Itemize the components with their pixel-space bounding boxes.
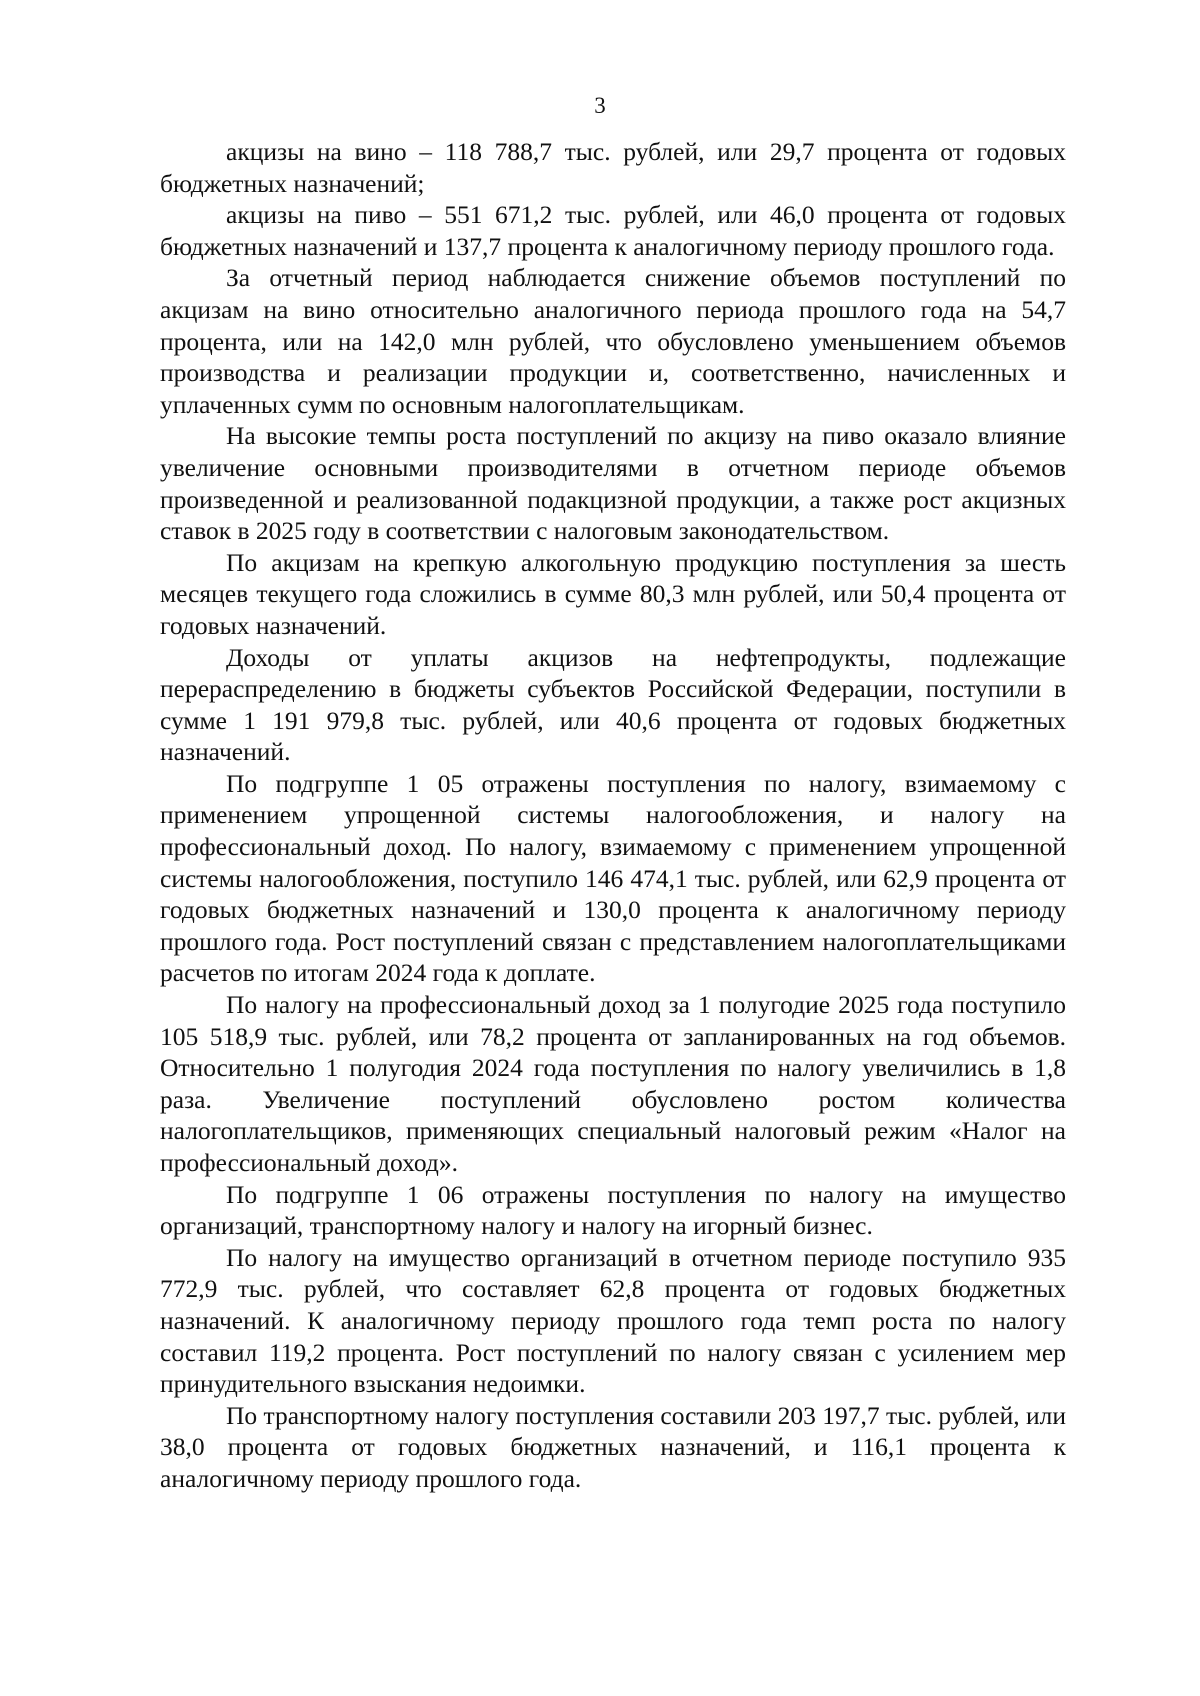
paragraph-beer-growth: На высокие темпы роста поступлений по акцизу на пиво оказало влияние увеличение основными производителями в отчетном периоде объемов произведенной и реализованной подакцизной продукции, а также рост акцизных ставок в 2025 году в соответствии с налоговым законодательством. [160,421,1066,546]
document-body [160,136,1066,1495]
paragraph-subgroup-105: По подгруппе 1 05 отражены поступления по налогу, взимаемому с применением упрощенной системы налогообложения, и налогу на профессиональный доход. По налогу, взимаемому с применением упрощенной системы налогообложения, поступило 146 474,1 тыс. рублей, или 62,9 процента от годовых бюджетных назначений и 130,0 процента к аналогичному периоду прошлого года. Рост поступлений связан с представлением налогоплательщиками расчетов по итогам 2024 года к доплате. [160,768,1066,988]
paragraph-strong-alcohol: По акцизам на крепкую алкогольную продукцию поступления за шесть месяцев текущего года сложились в сумме 80,3 млн рублей, или 50,4 процента от годовых назначений. [160,547,1066,640]
paragraph-beer-excise: акцизы на пиво – 551 671,2 тыс. рублей, или 46,0 процента от годовых бюджетных назначений и 137,7 процента к аналогичному периоду прошлого года. [160,200,1066,261]
paragraph-oil-products: Доходы от уплаты акцизов на нефтепродукты, подлежащие перераспределению в бюджеты субъектов Российской Федерации, поступили в сумме 1 191 979,8 тыс. рублей, или 40,6 процента от годовых бюджетных назначений. [160,642,1066,767]
paragraph-property-tax: По налогу на имущество организаций в отчетном периоде поступило 935 772,9 тыс. рублей, что составляет 62,8 процента от годовых бюджетных назначений. К аналогичному периоду прошлого года темп роста по налогу составил 119,2 процента. Рост поступлений по налогу связан с усилением мер принудительного взыскания недоимки. [160,1242,1066,1399]
paragraph-wine-excise: акцизы на вино – 118 788,7 тыс. рублей, или 29,7 процента от годовых бюджетных назначений; [160,137,1066,198]
paragraph-professional-income: По налогу на профессиональный доход за 1 полугодие 2025 года поступило 105 518,9 тыс. рублей, или 78,2 процента от запланированных на год объемов. Относительно 1 полугодия 2024 года поступления по налогу увеличились в 1,8 раза. Увеличение поступлений обусловлено ростом количества налогоплательщиков, применяющих специальный налоговый режим «Налог на профессиональный доход». [160,990,1066,1177]
paragraph-transport-tax: По транспортному налогу поступления составили 203 197,7 тыс. рублей, или 38,0 процента от годовых бюджетных назначений, и 116,1 процента к аналогичному периоду прошлого года. [160,1400,1066,1493]
paragraph-subgroup-106: По подгруппе 1 06 отражены поступления по налогу на имущество организаций, транспортному налогу и налогу на игорный бизнес. [160,1179,1066,1241]
paragraph-wine-decline: За отчетный период наблюдается снижение объемов поступлений по акцизам на вино относительно аналогичного периода прошлого года на 54,7 процента, или на 142,0 млн рублей, что обусловлено уменьшением объемов производства и реализации продукции и, соответственно, начисленных и уплаченных сумм по основным налогоплательщикам. [160,263,1066,419]
page-number: 3 [594,93,606,118]
